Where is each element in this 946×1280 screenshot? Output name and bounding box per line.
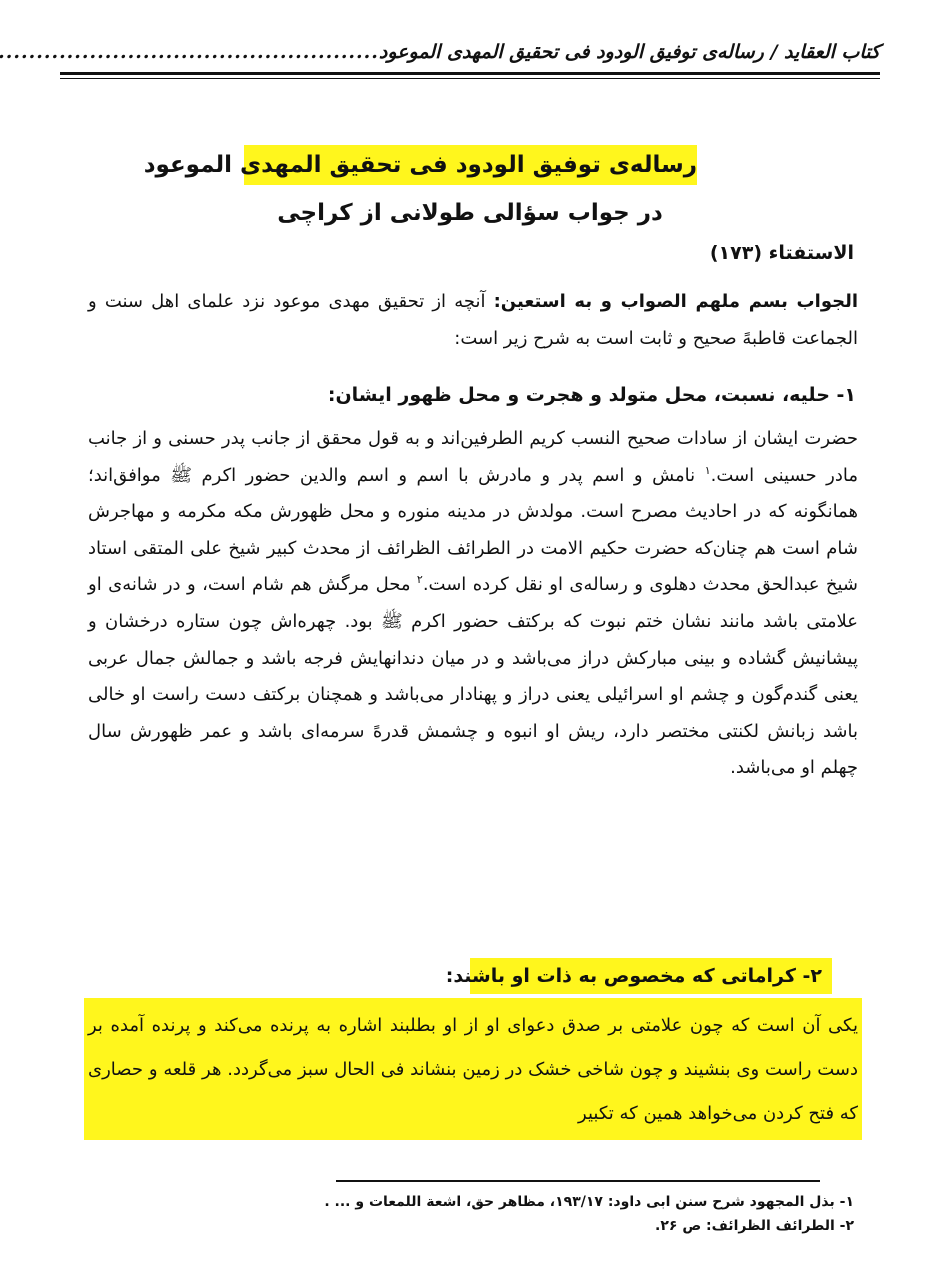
- miracles-paragraph: یکی آن است که چون علامتی بر صدق دعوای او از او بطلبند اشاره به پرنده می‌کند و پرنده آمده بر دست راست وی بنشیند و چون شاخی خشک در زمین بنشاند فی الحال سبز می‌گردد. هر قلعه و حصاری که فتح کردن می‌خواهد همین که تکبیر: [88, 1015, 858, 1124]
- answer-intro: الجواب بسم ملهم الصواب و به استعین:: [493, 291, 859, 312]
- header-rule-thin: [60, 78, 880, 79]
- footnote-2: ۲- الطرائف الظرائف: ص ۲۶.: [655, 1218, 854, 1234]
- header-rule-thick: [60, 72, 880, 75]
- footnote-1: ۱- بذل المجهود شرح سنن ابی داود: ۱۹۳/۱۷، مظاهر حق، اشعة اللمعات و ... .: [324, 1194, 854, 1210]
- section-heading-2: ۲- کراماتی که مخصوص به ذات او باشند:: [470, 958, 832, 994]
- footnote-ref-1[interactable]: ۱: [704, 463, 711, 477]
- footnote-divider: [336, 1180, 820, 1182]
- description-text-1: حضرت ایشان از سادات صحیح النسب کریم الطرفین‌اند و به قول محقق از جانب پدر حسنی و از جانب مادر حسینی است.: [88, 428, 858, 486]
- running-head: [60, 34, 880, 70]
- answer-paragraph: [88, 284, 858, 357]
- treatise-title: رساله‌ی توفیق الودود فی تحقیق المهدی الموعود: [244, 145, 697, 185]
- treatise-subtitle: در جواب سؤالی طولانی از کراچی: [277, 200, 663, 226]
- description-paragraph: [88, 421, 858, 787]
- section-heading-1: ۱- حلیه، نسبت، محل متولد و هجرت و محل ظهور ایشان:: [327, 384, 856, 406]
- description-text-2: نامش و اسم پدر و مادرش با اسم و اسم والدین حضور اکرم ﷺ موافق‌اند؛ همانگونه که در احادیث مصرح است. مولدش در مدینه منوره و محل ظهورش مکه مکرمه و مهاجرش شام است هم چنان‌که حضرت حکیم الامت در الطرائف الظرائف از محدث کبیر شیخ علی المتقی استاد شیخ عبدالحق محدث دهلوی و رساله‌ی او نقل کرده است.: [88, 464, 859, 596]
- footnotes: [114, 1190, 854, 1238]
- description-text-3: محل مرگش هم شام است، و در شانه‌ی او علامتی باشد مانند نشان ختم نبوت که برکتف حضور اکرم ﷺ بود. چهره‌اش چون ستاره درخشان و پیشانیش گشاده و بینی مبارکش دراز می‌باشد و در میان دندانهایش فرجه باشد و جمالش جمال عربی یعنی گندم‌گون و چشم او اسرائیلی یعنی دراز و پهنادار می‌باشد و همچنان برکتف دست راست او خالی باشد زبانش لکنتی مختصر دارد، ریش او انبوه و چشمش قدرهً سرمه‌ای باشد و عمر ظهورش سال چهلم او می‌باشد.: [88, 574, 858, 779]
- leader-dots: [0, 41, 379, 63]
- istifta-number: الاستفتاء (۱۷۳): [709, 242, 854, 264]
- running-head-title: کتاب العقاید / رساله‌ی توفیق الودود فی تحقیق المهدی الموعود: [378, 41, 880, 63]
- footnote-ref-2[interactable]: ۲: [416, 573, 423, 587]
- answer-text: آنچه از تحقیق مهدی موعود نزد علمای اهل سنت و الجماعت قاطبهً صحیح و ثابت است به شرح زیر است:: [88, 291, 858, 349]
